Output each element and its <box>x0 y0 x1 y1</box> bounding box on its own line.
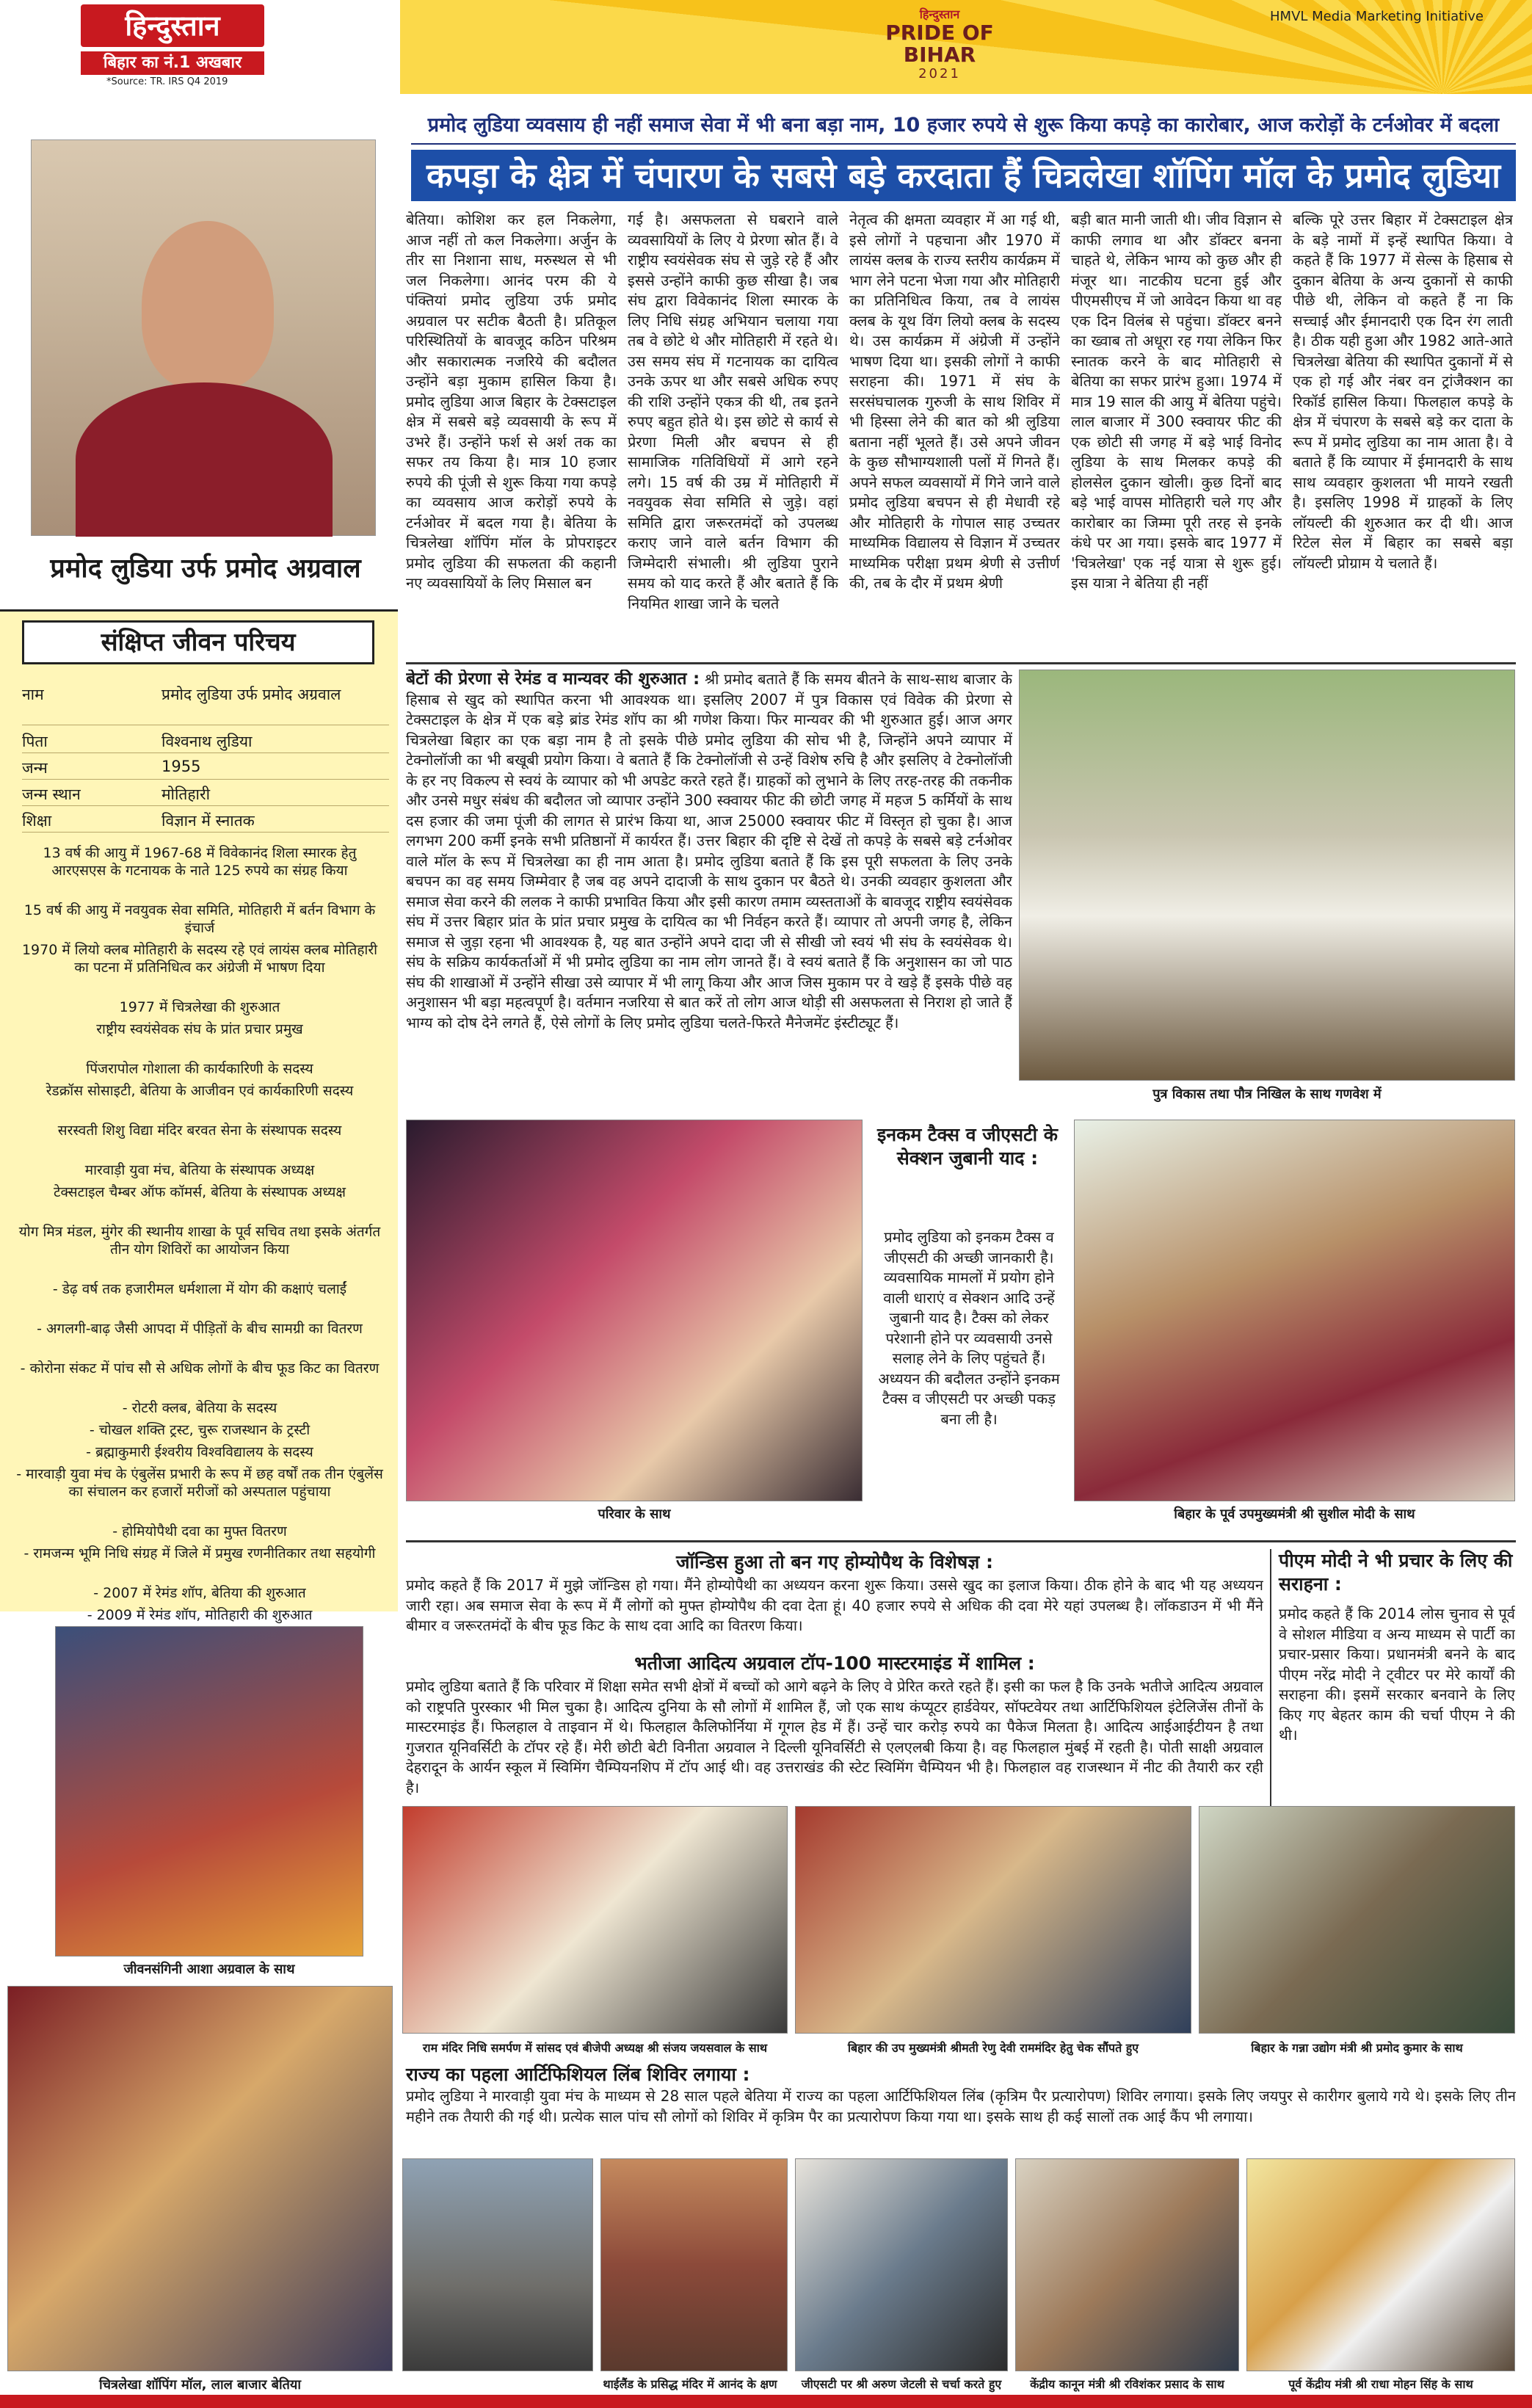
fact-key: नाम <box>22 686 44 703</box>
caption-arun-jaitley: जीएसटी पर श्री अरुण जेटली से चर्चा करते हुए <box>801 2377 1002 2391</box>
fact-key: पिता <box>22 733 48 750</box>
fact-value: विश्वनाथ लुडिया <box>161 733 253 750</box>
bio-list-item: मारवाड़ी युवा मंच, बेतिया के संस्थापक अध्यक्ष <box>84 1162 315 1178</box>
article-column-4: बड़ी बात मानी जाती थी। जीव विज्ञान से काफी लगाव था और डॉक्टर बनना चाहते थे, लेकिन भाग्य को कुछ और ही मंजूर था। नाटकीय घटना हुई और पीएमसीएच में जो आवेदन किया था वह एक दिन विलंब से पहुंचा। डॉक्टर बनने का ख्वाब तो अधूरा रह गया लेकिन फिर स्नातक करने के बाद मोतिहारी से बेतिया का सफर प्रारंभ हुआ। 1974 में मात्र 19 साल की आयु में बेतिया पहुंचे। लाल बाजार में 300 स्क्वायर फीट की एक छोटी सी जगह में बड़े भाई विनोद लुडिया के साथ मिलकर कपड़े की होलसेल दुकान खोली। कुछ दिनों बाद बड़े भाई वापस मोतिहारी चले गए और कारोबार का जिम्मा पूरी तरह से इनके कंधे पर आ गया। इसके बाद 1977 में 'चित्रलेखा' एक नई यात्रा से शुरू हुई। इस यात्रा ने बेतिया ही नहीं <box>1071 211 1282 592</box>
photo-radha-mohan <box>1246 2158 1515 2371</box>
bio-list-item: टेक्सटाइल चैम्बर ऑफ कॉमर्स, बेतिया के संस्थापक अध्यक्ष <box>53 1184 346 1200</box>
pm-body: प्रमोद कहते हैं कि 2014 लोस चुनाव से पूर्व वे सोशल मीडिया व अन्य माध्यम से पार्टी का प्रचार-प्रसार किया। प्रधानमंत्री बनने के बाद पीएम नरेंद्र मोदी ने ट्वीटर पर मेरे कार्यों की सराहना की। इसमें सरकार बनवाने के लिए किए गए बेहतर काम की चर्चा पीएम ने की थी। <box>1279 1605 1515 1744</box>
tagline: बिहार का नं.1 अखबार <box>81 51 264 75</box>
divider <box>406 1540 1516 1542</box>
caption-ram-mandir: राम मंदिर निधि समर्पण में सांसद एवं बीजेपी अध्यक्ष श्री संजय जयसवाल के साथ <box>422 2041 768 2055</box>
article-column-1: बेतिया। कोशिश कर हल निकलेगा, आज नहीं तो कल निकलेगा। अर्जुन के तीर सा निशाना साध, मरुस्थल से भी जल निकलेगा। आनंद परम की ये पंक्तियां प्रमोद लुडिया उर्फ प्रमोद अग्रवाल पर सटीक बैठती है। प्रतिकूल परिस्थितियों के बावजूद कठिन परिश्रम और सकारात्मक नजरिये की बदौलत उन्होंने बड़ा मुकाम हासिल किया है। प्रमोद लुडिया आज बिहार के टेक्सटाइल क्षेत्र में सबसे बड़े व्यवसायी के रूप में उभरे हैं। उन्होंने फर्श से अर्श तक का सफर तय किया है। मात्र 10 हजार रुपये की पूंजी से शुरू किया गया कपड़े का व्यवसाय आज करोड़ों रुपये के टर्नओवर में बदल गया है। बेतिया के चित्रलेखा शॉपिंग मॉल के प्रोपराइटर प्रमोद लुडिया की सफलता की कहानी नए व्यवसायियों के लिए मिसाल बन <box>406 211 617 592</box>
photo-wife <box>55 1626 363 1956</box>
homeo-heading: जॉन्डिस हुआ तो बन गए होम्योपैथ के विशेषज्ञ : <box>675 1551 994 1573</box>
pm-heading: पीएम मोदी ने भी प्रचार के लिए की सराहना : <box>1279 1550 1513 1595</box>
bio-list-item: 1970 में लियो क्लब मोतिहारी के सदस्य रहे एवं लायंस क्लब मोतिहारी का पटना में प्रतिनिधित्व कर अंग्रेजी में भाषण दिया <box>21 942 378 976</box>
photo-ram-mandir <box>402 1806 788 2034</box>
fact-key: शिक्षा <box>22 812 52 830</box>
event-title: PRIDE OF BIHAR <box>885 21 994 67</box>
article-column-3: नेतृत्व की क्षमता व्यवहार में आ गई थी, इसे लोगों ने पहचाना और 1970 में लायंस क्लब के राज्य स्तरीय कार्यक्रम में भाग लेने पटना भेजा गया और मोतिहारी का प्रतिनिधित्व किया, तब वे लायंस क्लब के यूथ विंग लियो क्लब के सदस्य थे। उस कार्यक्रम में अंग्रेजी में उन्होंने भाषण दिया था। इसकी लोगों ने काफी सराहना की। 1971 में संघ के सरसंघचालक गुरुजी के साथ शिविर में भी हिस्सा लेने की बात को श्री लुडिया बताना नहीं भूलते हैं। उसे अपने जीवन के कुछ सौभाग्यशाली पलों में गिनते हैं। अपने सफल व्यवसायों में गिने जाने वाले प्रमोद लुडिया बचपन से ही मेधावी रहे और मोतिहारी के गोपाल साह उच्चतर माध्यमिक विद्यालय से विज्ञान में उच्चतर माध्यमिक परीक्षा प्रथम श्रेणी से उत्तीर्ण की, तब के दौर में प्रथम श्रेणी <box>849 211 1060 592</box>
fact-row <box>22 684 389 725</box>
photo-ganna-minister <box>1199 1806 1515 2034</box>
limb-heading: राज्य का पहला आर्टिफिशियल लिंब शिविर लगाया : <box>406 2064 750 2085</box>
fact-key: जन्म स्थान <box>22 786 81 803</box>
nephew-heading: भतीजा आदित्य अग्रवाल टॉप-100 मास्टरमाइंड में शामिल : <box>634 1653 1035 1674</box>
divider <box>1270 1549 1271 1806</box>
event-year: 2021 <box>918 66 961 81</box>
nephew-body: प्रमोद लुडिया बताते हैं कि परिवार में शिक्षा समेत सभी क्षेत्रों में बच्चों को आगे बढ़ने के लिए वे प्रेरित करते रहते हैं। इसी का फल है कि उनके भतीजे आदित्य अग्रवाल को राष्ट्रपति पुरस्कार भी मिल चुका है। आदित्य दुनिया के सौ लोगों में शामिल हैं, जो एक साथ कंप्यूटर हार्डवेयर, सॉफ्टवेयर तथा आर्टिफिशियल इंटेलिजेंस तीनों के मास्टरमाइंड हैं। फिलहाल वे ताइवान में थे। फिलहाल कैलिफोर्निया में गूगल हेड में हैं। उन्हें चार करोड़ रुपये का पैकेज मिलता है। आदित्य आईआईटीयन है तथा गुजरात यूनिवर्सिटी के टॉपर रहे हैं। मेरी छोटी बेटी विनीता अग्रवाल ने दिल्ली यूनिवर्सिटी से एलएलबी किया है। वह फिलहाल मुंबई में रहती है। पोती साक्षी अग्रवाल देहरादून के आर्यन स्कूल में स्विमिंग चैम्पियनशिप में टॉप आई थी। वह उत्तराखंड की स्टेट स्विमिंग चैम्पियन भी है। फिलहाल वह राजस्थान में नीट की तैयारी कर रही है। <box>406 1678 1263 1796</box>
raymond-body: श्री प्रमोद बताते हैं कि समय बीतने के साथ-साथ बाजार के हिसाब से खुद को स्थापित करना भी आवश्यक था। इसलिए 2007 में पुत्र विकास एवं विवेक की प्रेरणा से टेक्सटाइल के क्षेत्र में एक बड़े ब्रांड रेमंड शॉप का श्री गणेश किया। फिर मान्यवर की भी शुरुआत हुई। आज अगर चित्रलेखा बिहार का एक बड़ा नाम है तो इसके पीछे प्रमोद लुडिया की सोच भी है, जिन्होंने अपने व्यापार में टेक्नोलॉजी का भी बखूबी प्रयोग किया। वे बताते हैं कि टेक्नोलॉजी से उन्हें विशेष रुचि है और इसलिए वे टेक्नोलॉजी के हर नए विकल्प से स्वयं के व्यापार को भी अपडेट करते रहते हैं। ग्राहकों को लुभाने के लिए तरह-तरह की तकनीक और उनसे मधुर संबंध की बदौलत जो व्यापार उन्होंने 300 स्क्वायर फीट की छोटी जगह में महज 5 कर्मियों के साथ दस हजार की जमा पूंजी की लागत से प्रारंभ किया था, आज 25000 स्क्वायर फीट में विस्तृत हो चुका है। आज लगभग 200 कर्मी इनके सभी प्रतिष्ठानों में कार्यरत हैं। उत्तर बिहार की दृष्टि से देखें तो कपड़े के सबसे बड़े टर्नओवर वाले मॉल के रूप में चित्रलेखा का ही नाम आता है। प्रमोद लुडिया बताते हैं कि इस पूरी सफलता के लिए उनके बचपन का वह समय जिम्मेवार है जब वह अपने दादाजी के साथ दुकान पर बैठते थे। उनकी व्यवहार कुशलता और समाज सेवा करने की ललक ने काफी प्रभावित किया और इसी कारण तमाम व्यस्तताओं के बावजूद राष्ट्रीय स्वयंसेवक संघ में उत्तर बिहार प्रांत के प्रांत प्रचार प्रमुख के दायित्व का भी निर्वहन करते हैं। व्यापार तो अपनी जगह है, लेकिन समाज से जुड़ा रहना भी आवश्यक है, यह बात उन्होंने अपने दादा जी से सीखी जो स्वयं भी संघ के स्वयंसेवक थे। संघ के सक्रिय कार्यकर्ताओं में भी प्रमोद लुडिया का नाम लोग जानते हैं। वे स्वयं बताते हैं कि अनुशासन का जो पाठ संघ की शाखाओं में उन्होंने सीखा उसे व्यापार में भी लागू किया और आज जिस मुकाम पर वे खड़े हैं इसके पीछे वह अनुशासन भी बड़ा महत्वपूर्ण है। वर्तमान नजरिया से बात करें तो लोग आज थोड़ी सी असफलता से निराश हो जाते हैं भाग्य को दोष देने लगते हैं, ऐसे लोगों के लिए प्रमोद लुडिया चलते-फिरते मैनेजमेंट इंस्टीट्यूट हैं। <box>406 670 1012 1031</box>
caption-family: परिवार के साथ <box>598 1506 671 1522</box>
fact-value: 1955 <box>161 758 201 775</box>
photo-sushil-modi <box>1074 1120 1515 1501</box>
bio-list-item: पिंजरापोल गोशाला की कार्यकारिणी के सदस्य <box>86 1061 313 1077</box>
caption-sushil-modi: बिहार के पूर्व उपमुख्यमंत्री श्री सुशील मोदी के साथ <box>1174 1506 1415 1522</box>
bio-list-item: - रामजन्म भूमि निधि संग्रह में जिले में प्रमुख रणनीतिकार तथा सहयोगी <box>23 1545 376 1562</box>
bio-list-item: - रोटरी क्लब, बेतिया के सदस्य <box>122 1400 277 1416</box>
fact-row <box>22 758 389 780</box>
bio-list-item: रेडक्रॉस सोसाइटी, बेतिया के आजीवन एवं कार्यकारिणी सदस्य <box>46 1083 354 1099</box>
divider <box>406 662 1516 664</box>
caption-ravi-shankar: केंद्रीय कानून मंत्री श्री रविशंकर प्रसाद के साथ <box>1030 2377 1224 2391</box>
bio-list-item: राष्ट्रीय स्वयंसेवक संघ के प्रांत प्रचार प्रमुख <box>96 1021 303 1037</box>
tax-body: प्रमोद लुडिया को इनकम टैक्स व जीएसटी की अच्छी जानकारी है। व्यवसायिक मामलों में प्रयोग होने वाली धाराएं व सेक्शन आदि उन्हें जुबानी याद है। टैक्स को लेकर परेशानी होने पर व्यवसायी उनसे सलाह लेने के लिए पहुंचते हैं। अध्ययन की बदौलत उन्होंने इनकम टैक्स व जीएसटी पर अच्छी पकड़ बना ली है। <box>878 1228 1060 1428</box>
bio-list-item: योग मित्र मंडल, मुंगेर की स्थानीय शाखा के पूर्व सचिव तथा इसके अंतर्गत तीन योग शिविरों का आयोजन किया <box>18 1224 381 1258</box>
article-column-5: बल्कि पूरे उत्तर बिहार में टेक्सटाइल क्षेत्र के बड़े नामों में इन्हें स्थापित किया। वे कहते हैं कि 1977 में सेल्स के हिसाब से दुकान बेतिया के अन्य दुकानों से काफी पीछे थी, लेकिन वो कहते हैं ना कि सच्चाई और ईमानदारी एक दिन रंग लाती है। ठीक यही हुआ और 1982 आते-आते चित्रलेखा बेतिया की स्थापित दुकानों में से एक हो गई और नंबर वन ट्रांजैक्शन का रिकॉर्ड हासिल किया। फिलहाल कपड़े के क्षेत्र में चंपारण के सबसे बड़े कर दाता के रूप में प्रमोद लुडिया का नाम आता है। वे बताते हैं कि व्यापार में ईमानदारी के साथ साथ व्यवहार कुशलता भी मायने रखती है। इसलिए 1998 में ग्राहकों के लिए लॉयल्टी की शुरुआत कर दी थी। आज रिटेल सेल में बिहार का सबसे बड़ा लॉयल्टी प्रोग्राम ये चलाते हैं। <box>1293 211 1513 572</box>
fact-value: विज्ञान में स्नातक <box>161 812 255 830</box>
photo-renu-devi <box>795 1806 1191 2034</box>
caption-ganna-minister: बिहार के गन्ना उद्योग मंत्री श्री प्रमोद कुमार के साथ <box>1251 2041 1463 2055</box>
homeo-body: प्रमोद कहते हैं कि 2017 में मुझे जॉन्डिस हो गया। मैंने होम्योपैथी का अध्ययन करना शुरू किया। उससे खुद का इलाज किया। ठीक होने के बाद भी यह अध्ययन जारी रहा। अब समाज सेवा के रूप में मैं लोगों को मुफ्त होम्योपैथ की दवा देता हूं। 40 हजार रुपये से अधिक की दवा मेरे यहां उपलब्ध है। लॉकडाउन में भी मैंने बीमार व जरूरतमंदों के बीच फूड किट के साथ दवा आदि का वितरण किया। <box>406 1576 1263 1634</box>
fact-value: मोतिहारी <box>161 786 211 803</box>
pride-of-bihar-logo <box>881 6 998 85</box>
fact-row <box>22 731 389 753</box>
photo-pigeons <box>402 2158 593 2371</box>
bio-list-item: - कोरोना संकट में पांच सौ से अधिक लोगों के बीच फूड किट का वितरण <box>20 1360 380 1377</box>
caption-wife: जीवनसंगिनी आशा अग्रवाल के साथ <box>123 1962 295 1977</box>
shirt-shape <box>76 382 333 537</box>
caption-mall: चित्रलेखा शॉपिंग मॉल, लाल बाजार बेतिया <box>98 2377 302 2393</box>
person-name: प्रमोद लुडिया उर्फ प्रमोद अग्रवाल <box>50 554 361 584</box>
face-shape <box>142 221 274 390</box>
bio-list-item: - 2009 में रेमंड शॉप, मोतिहारी की शुरुआत <box>87 1607 313 1623</box>
fact-key: जन्म <box>22 759 48 777</box>
bio-list-item: 15 वर्ष की आयु में नवयुवक सेवा समिति, मोतिहारी में बर्तन विभाग के इंचार्ज <box>23 902 376 936</box>
source-note: *Source: TR. IRS Q4 2019 <box>106 76 228 87</box>
hindustan-logo[interactable]: हिन्दुस्तान <box>125 10 220 42</box>
tax-heading: इनकम टैक्स व जीएसटी के सेक्शन जुबानी याद : <box>876 1124 1058 1169</box>
caption-renu-devi: बिहार की उप मुख्यमंत्री श्रीमती रेणु देवी राममंदिर हेतु चेक सौंपते हुए <box>847 2041 1139 2055</box>
bio-list-item: - मारवाड़ी युवा मंच के एंबुलेंस प्रभारी के रूप में छह वर्षों तक तीन एंबुलेंस का संचालन कर हजारों मरीजों को अस्पताल पहुंचाया <box>16 1466 383 1500</box>
article-column-2: गई है। असफलता से घबराने वाले व्यवसायियों के लिए ये प्रेरणा स्रोत हैं। वे राष्ट्रीय स्वयंसेवक संघ से जुड़े रहे हैं और इससे उन्होंने काफी कुछ सीखा है। जब संघ द्वारा विवेकानंद शिला स्मारक के लिए निधि संग्रह अभियान चलाया गया तब वे छोटे थे और मोतिहारी में रहते थे। उस समय संघ में गटनायक का दायित्व उनके ऊपर था और सबसे अधिक रुपए की राशि उन्होंने एकत्र की थी, तब इतने रुपए बहुत होते थे। इस छोटे से कार्य से प्रेरणा मिली और बचपन से ही सामाजिक गतिविधियों में आगे रहने लगे। 15 वर्ष की उम्र में मोतिहारी में नवयुवक सेवा समिति से जुड़े। वहां समिति द्वारा जरूरतमंदों को उपलब्ध कराए जाने वाले बर्तन विभाग की जिम्मेदारी संभाली। श्री लुडिया पुराने समय को याद करते हैं और बताते हैं कि नियमित शाखा जाने के चलते <box>628 211 838 612</box>
bio-list-item: - अगलगी-बाढ़ जैसी आपदा में पीड़ितों के बीच सामग्री का वितरण <box>37 1321 363 1337</box>
photo-mall <box>7 1986 393 2371</box>
initiative-label: HMVL Media Marketing Initiative <box>1270 9 1484 24</box>
photo-ravi-shankar <box>1015 2158 1239 2371</box>
limb-body: प्रमोद लुडिया ने मारवाड़ी युवा मंच के माध्यम से 28 साल पहले बेतिया में राज्य का पहला आर्टिफिशियल लिंब (कृत्रिम पैर प्रत्यारोपण) शिविर लगाया। इसके लिए जयपुर से कारीगर बुलाये गये थे। इसके लिए तीन महीने तक तैयारी की गई थी। प्रत्येक साल पांच सौ लोगों को शिविर में कृत्रिम पैर का प्रत्यारोपण किया गया था। इसके साथ ही कई सालों तक आई कैंप भी लगाया। <box>406 2087 1516 2125</box>
kicker-headline: प्रमोद लुडिया व्यवसाय ही नहीं समाज सेवा में भी बना बड़ा नाम, 10 हजार रुपये से शुरू किया कपड़े का कारोबार, आज करोड़ों के टर्नओवर में बदला <box>411 106 1516 145</box>
photo-family <box>406 1120 863 1501</box>
photo-sons <box>1019 670 1515 1081</box>
raymond-section <box>406 670 1012 1103</box>
bio-list-item: - होमियोपैथी दवा का मुफ्त वितरण <box>112 1523 287 1540</box>
bio-list <box>0 844 398 1623</box>
photo-thailand-temple <box>600 2158 788 2371</box>
bio-list-item: - चोखल शक्ति ट्रस्ट, चुरू राजस्थान के ट्रस्टी <box>89 1422 311 1438</box>
fact-row <box>22 784 389 806</box>
caption-sons: पुत्र विकास तथा पौत्र निखिल के साथ गणवेश में <box>1152 1087 1382 1102</box>
main-headline: कपड़ा के क्षेत्र में चंपारण के सबसे बड़े करदाता हैं चित्रलेखा शॉपिंग मॉल के प्रमोद लुडिया <box>411 150 1516 201</box>
raymond-heading: बेटों की प्रेरणा से रेमंड व मान्यवर की शुरुआत : <box>406 670 700 689</box>
photo-arun-jaitley <box>795 2158 1008 2371</box>
portrait-photo <box>31 139 376 536</box>
caption-thailand: थाईलैंड के प्रसिद्ध मंदिर में आनंद के क्षण <box>603 2377 777 2391</box>
bio-list-item: 13 वर्ष की आयु में 1967-68 में विवेकानंद शिला स्मारक हेतु आरएसएस के गटनायक के नाते 125 रुपये का संग्रह किया <box>43 845 357 879</box>
event-small-label: हिन्दुस्तान <box>919 7 960 21</box>
bio-list-item: 1977 में चित्रलेखा की शुरुआत <box>119 999 280 1015</box>
fact-row <box>22 810 389 833</box>
bio-list-item: - 2007 में रेमंड शॉप, बेतिया की शुरुआत <box>93 1585 306 1601</box>
bio-list-item: - डेढ़ वर्ष तक हजारीमल धर्मशाला में योग की कक्षाएं चलाईं <box>52 1281 347 1297</box>
footer-bar <box>0 2395 1532 2408</box>
fact-value: प्रमोद लुडिया उर्फ प्रमोद अग्रवाल <box>161 686 341 703</box>
bio-list-item: - ब्रह्माकुमारी ईश्वरीय विश्वविद्यालय के सदस्य <box>86 1444 313 1460</box>
bio-title: संक्षिप्त जीवन परिचय <box>22 620 374 664</box>
caption-radha-mohan: पूर्व केंद्रीय मंत्री श्री राधा मोहन सिंह के साथ <box>1288 2377 1473 2391</box>
bio-list-item: सरस्वती शिशु विद्या मंदिर बरवत सेना के संस्थापक सदस्य <box>57 1123 342 1139</box>
